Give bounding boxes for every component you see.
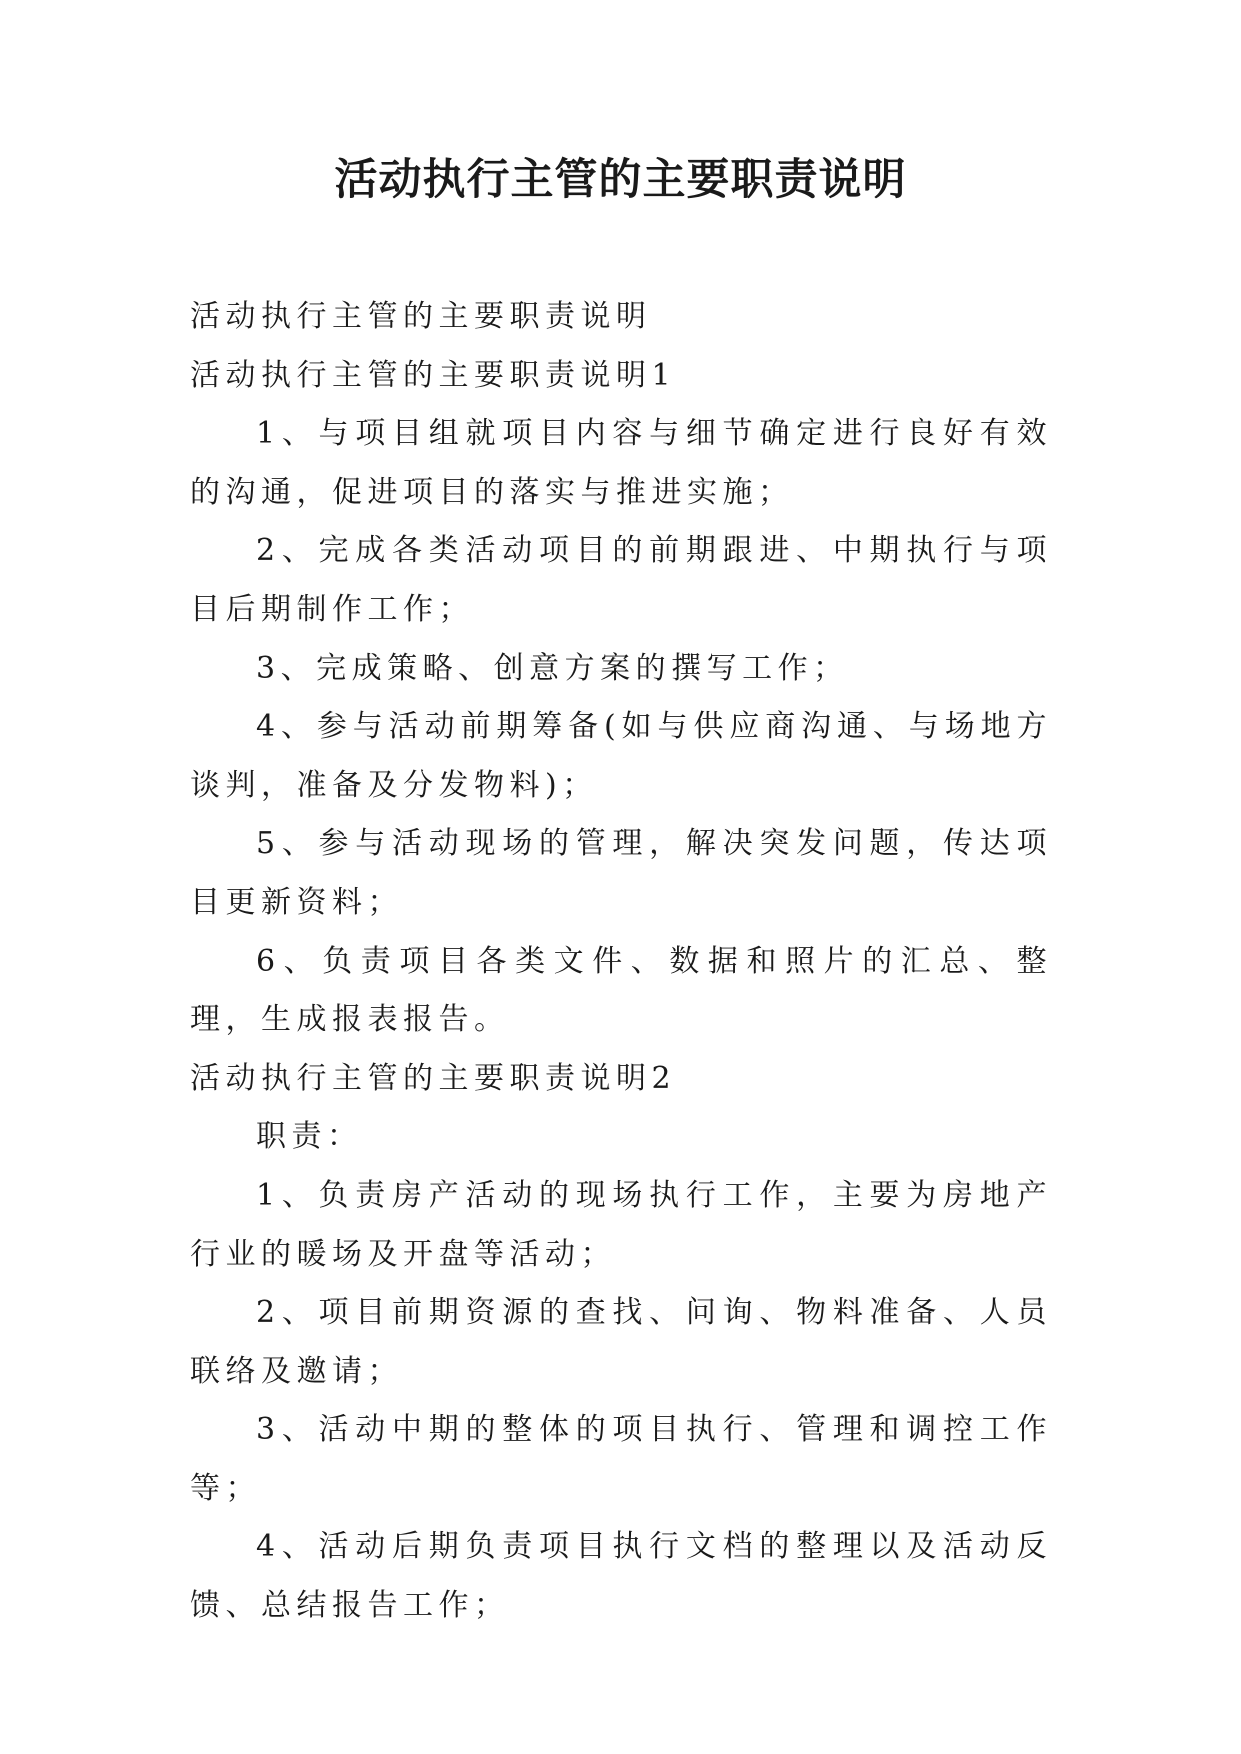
body-paragraph: 6、负责项目各类文件、数据和照片的汇总、整理，生成报表报告。 (190, 943, 1052, 1038)
body-paragraph: 4、参与活动前期筹备(如与供应商沟通、与场地方谈判，准备及分发物料)； (190, 709, 1052, 803)
body-paragraph: 3、完成策略、创意方案的撰写工作； (256, 650, 849, 686)
body-paragraph: 5、参与活动现场的管理，解决突发问题，传达项目更新资料； (190, 826, 1052, 920)
document-title: 活动执行主管的主要职责说明 (334, 155, 907, 205)
body-paragraph: 3、活动中期的整体的项目执行、管理和调控工作等； (190, 1412, 1052, 1506)
body-paragraph: 活动执行主管的主要职责说明 (190, 299, 652, 334)
body-paragraph: 1、负责房产活动的现场执行工作，主要为房地产行业的暖场及开盘等活动； (190, 1177, 1052, 1272)
body-paragraph: 2、项目前期资源的查找、问询、物料准备、人员联络及邀请； (190, 1295, 1052, 1389)
body-paragraph: 1、与项目组就项目内容与细节确定进行良好有效的沟通，促进项目的落实与推进实施； (190, 416, 1052, 510)
section-heading-2: 活动执行主管的主要职责说明2 (190, 1060, 677, 1096)
body-paragraph: 2、完成各类活动项目的前期跟进、中期执行与项目后期制作工作； (190, 533, 1052, 627)
document-body (190, 288, 1052, 1636)
body-paragraph: 4、活动后期负责项目执行文档的整理以及活动反馈、总结报告工作； (190, 1529, 1052, 1624)
section-heading-1: 活动执行主管的主要职责说明1 (190, 357, 677, 393)
body-paragraph: 职责： (256, 1119, 363, 1155)
